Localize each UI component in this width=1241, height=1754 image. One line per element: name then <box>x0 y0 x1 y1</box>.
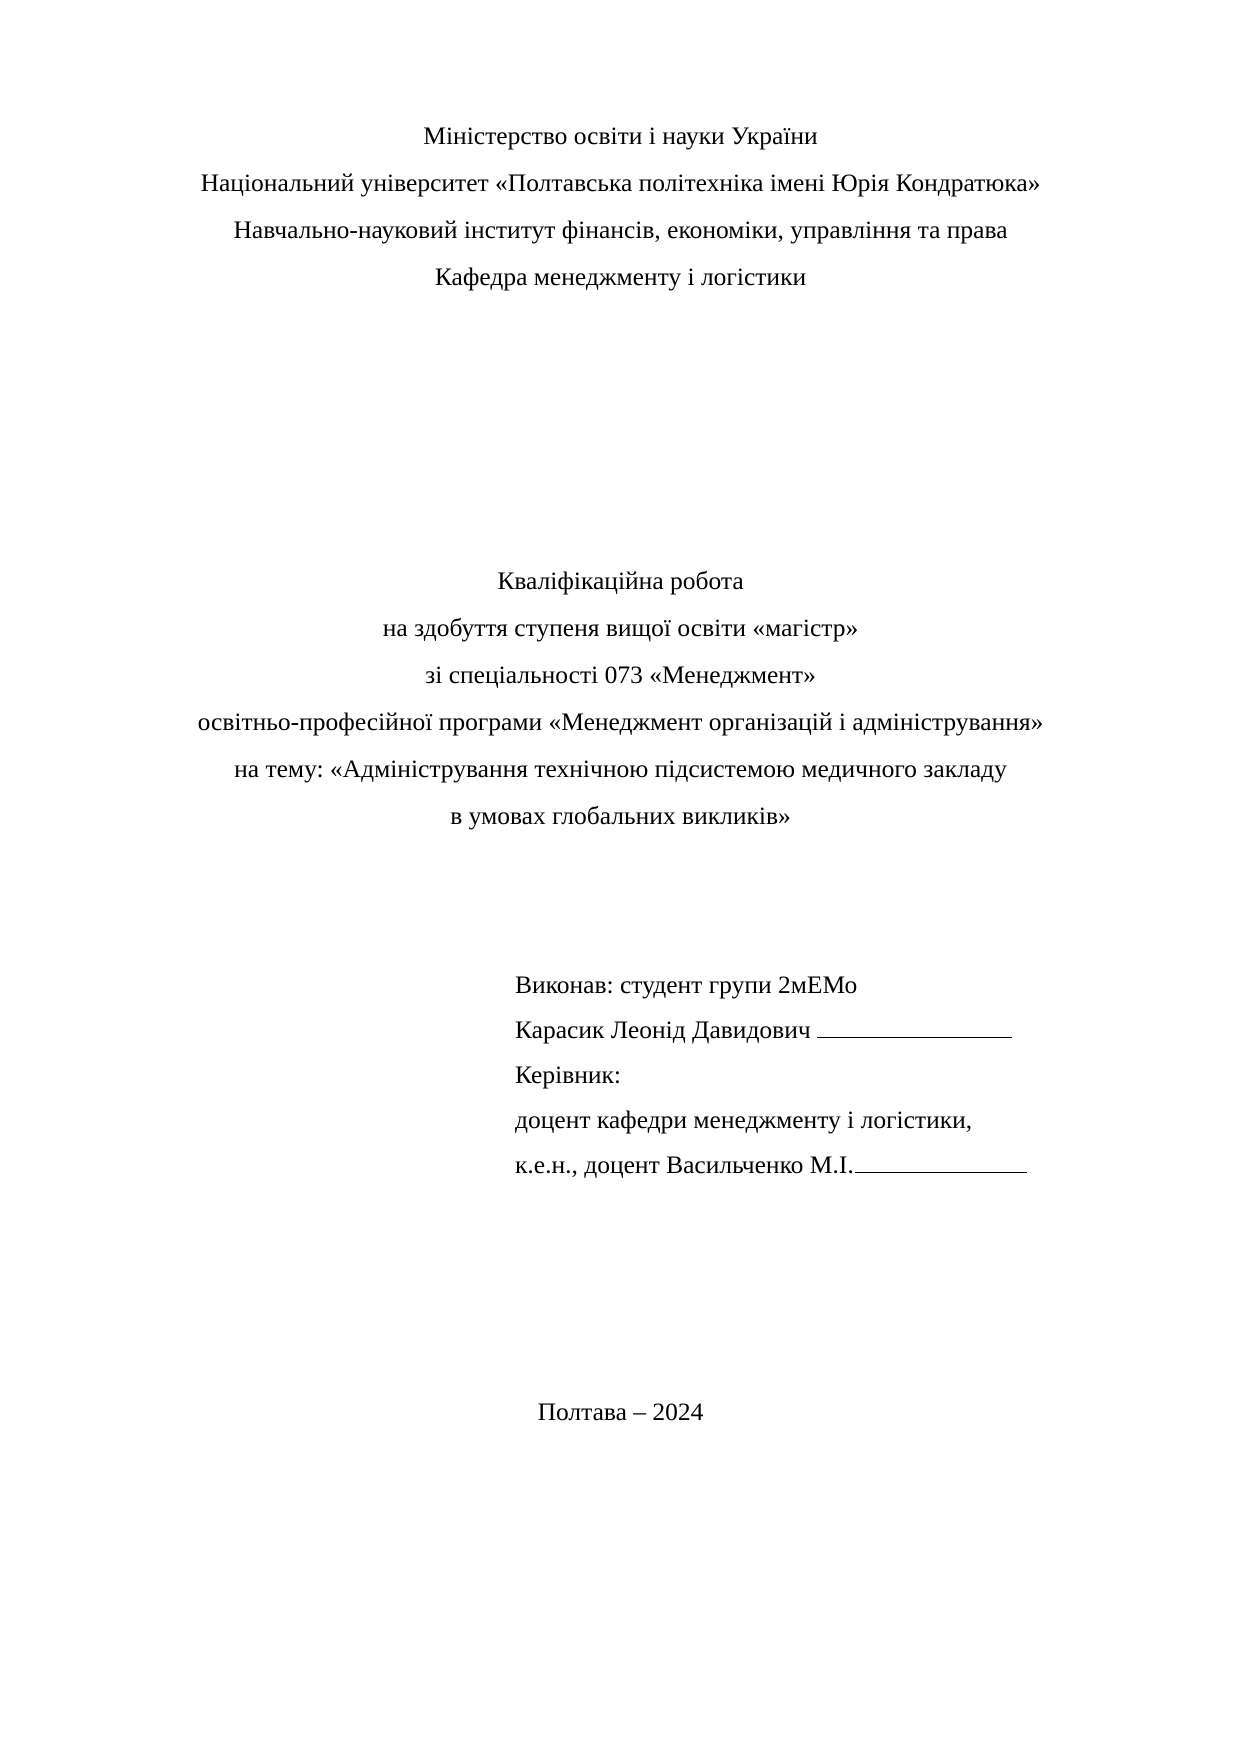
place-year-footer <box>120 1392 1121 1432</box>
student-name-row <box>515 1007 1121 1052</box>
thesis-description <box>120 557 1121 839</box>
ministry-line: Міністерство освіти і науки України <box>423 121 818 150</box>
place-year: Полтава – 2024 <box>537 1397 704 1426</box>
page-content <box>120 0 1121 1754</box>
supervisor-signature-line <box>855 1172 1027 1173</box>
program-line: освітньо-професійної програми «Менеджмент організацій і адміністрування» <box>197 707 1044 736</box>
supervisor-position: доцент кафедри менеджменту і логістики, <box>515 1105 973 1134</box>
supervisor-label: Керівник: <box>515 1060 621 1089</box>
department-line: Кафедра менеджменту і логістики <box>434 262 807 291</box>
student-signature-line <box>817 1037 1012 1038</box>
university-line: Національний університет «Полтавська політехніка імені Юрія Кондратюка» <box>200 168 1041 197</box>
institution-header <box>120 112 1121 300</box>
institute-line: Навчально-науковий інститут фінансів, економіки, управління та права <box>233 215 1008 244</box>
student-name: Карасик Леонід Давидович <box>515 1015 811 1044</box>
degree-line: на здобуття ступеня вищої освіти «магістр» <box>382 613 859 642</box>
specialty-line: зі спеціальності 073 «Менеджмент» <box>425 660 816 689</box>
author-supervisor-block <box>515 962 1121 1187</box>
performer-label: Виконав: студент групи 2мЕМо <box>515 970 858 999</box>
work-type-line: Кваліфікаційна робота <box>497 566 744 595</box>
topic-line-2: в умовах глобальних викликів» <box>450 801 791 830</box>
topic-line-1: на тему: «Адміністрування технічною підсистемою медичного закладу <box>234 754 1007 783</box>
supervisor-name-row <box>515 1142 1121 1187</box>
supervisor-name: к.е.н., доцент Васильченко М.І. <box>515 1150 854 1179</box>
